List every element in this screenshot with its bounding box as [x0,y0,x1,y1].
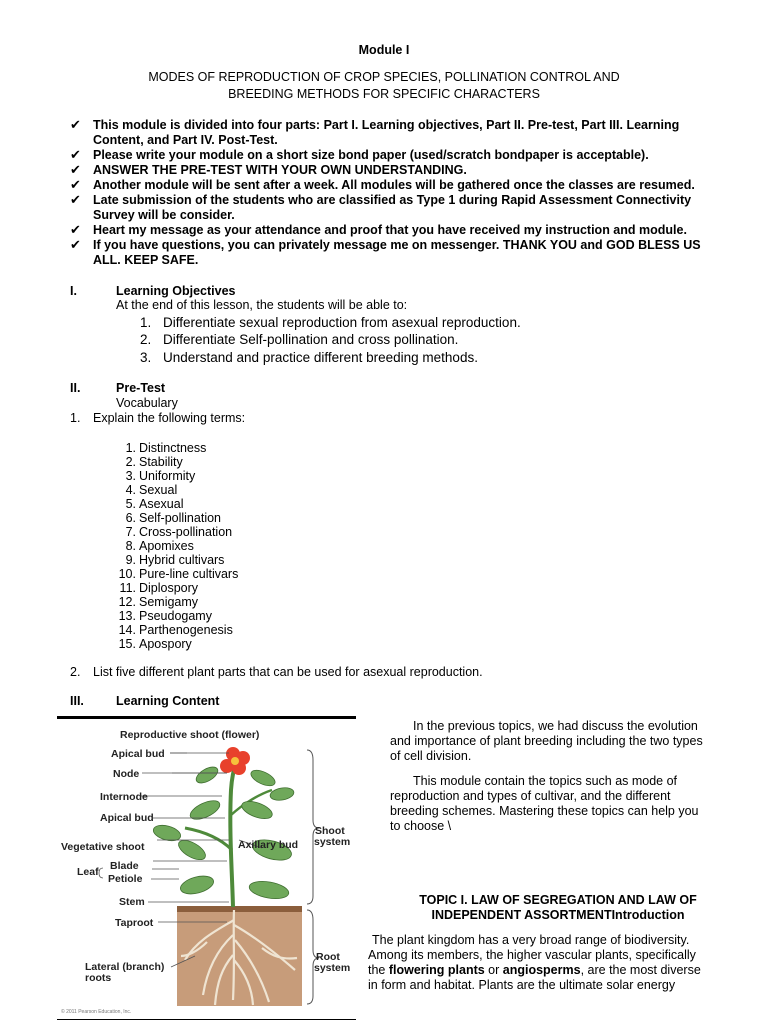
term-number: 15. [118,637,136,651]
instruction-line: Late submission of the students who are classified as Type 1 during Rapid Assessment Connectivity [93,193,692,207]
label-lateral-roots-2: roots [85,972,112,984]
objective-number: 1. [140,315,152,330]
instruction-item: Please write your module on a short size bond paper (used/scratch bondpaper is acceptable). [93,148,649,162]
text-run: or [484,963,503,977]
soil [177,906,302,1006]
instruction-line: Survey will be consider. [93,208,235,222]
term-number: 4. [125,483,136,497]
section-3-title: Learning Content [116,694,220,708]
section-2-title: Pre-Test [116,381,166,395]
objective-item: Differentiate Self-pollination and cross pollination. [163,332,459,347]
paragraph-line: to choose \ [390,819,452,833]
copyright-text: © 2011 Pearson Education, Inc. [61,1009,132,1015]
label-petiole: Petiole [108,873,143,885]
term-number: 12. [118,595,136,609]
term-item: Self-pollination [139,511,221,525]
section-1-title: Learning Objectives [116,284,236,298]
label-stem: Stem [119,896,145,908]
check-icon: ✔ [70,222,81,237]
term-item: Distinctness [139,441,207,455]
label-node: Node [113,768,140,780]
label-leaf: Leaf [77,866,99,878]
term-item: Apomixes [139,539,194,553]
main-title-line-1: MODES OF REPRODUCTION OF CROP SPECIES, POLLINATION CONTROL AND [148,70,620,84]
flower [220,747,250,775]
term-number: 2. [125,455,136,469]
term-number: 8. [125,539,136,553]
term-number: 1. [125,441,136,455]
instruction-item: Heart my message as your attendance and proof that you have received my instruction and module. [93,223,687,237]
term-number: 7. [125,525,136,539]
term-number: 3. [125,469,136,483]
paragraph-line: breeding schemes. Mastering these topics can help you [390,804,699,818]
term-number: 11. [119,581,136,595]
check-icon: ✔ [70,162,81,177]
term-item: Cross-pollination [139,525,233,539]
label-lateral-roots-1: Lateral (branch) [85,961,165,973]
label-vegetative-shoot: Vegetative shoot [61,841,145,853]
section-2-subtitle: Vocabulary [116,396,178,410]
instruction-item [93,118,733,148]
paragraph-line: This module contain the topics such as mode of [413,774,678,788]
term-number: 6. [125,511,136,525]
paragraph-line: and importance of plant breeding including the two types [390,734,703,748]
plant-anatomy-diagram [57,720,356,1020]
instruction-item [93,193,733,223]
label-blade: Blade [110,860,139,872]
main-title-line-2: BREEDING METHODS FOR SPECIFIC CHARACTERS [228,87,540,101]
check-icon: ✔ [70,117,81,132]
paragraph-line: reproduction and types of cultivar, and the different [390,789,671,803]
label-apical-bud-top: Apical bud [111,748,165,760]
question-1-number: 1. [70,411,81,425]
paragraph-line: In the previous topics, we had discuss the evolution [413,719,698,733]
term-number: 14. [118,623,136,637]
paragraph-line [368,963,738,978]
question-2-text: List five different plant parts that can be used for asexual reproduction. [93,665,483,679]
question-1-text: Explain the following terms: [93,411,246,425]
diagram-top-rule [57,716,356,719]
term-angiosperms: angiosperms [502,963,581,977]
term-item: Parthenogenesis [139,623,233,637]
term-number: 13. [118,609,136,623]
leaves [152,764,295,902]
topic-title-line-2: INDEPENDENT ASSORTMENTIntroduction [431,908,685,922]
objective-number: 3. [140,350,152,365]
objective-number: 2. [140,332,152,347]
term-number: 10. [118,567,136,581]
term-item: Uniformity [139,469,196,483]
instruction-line: Content, and Part IV. Post-Test. [93,133,278,147]
instruction-item [93,238,733,268]
check-icon: ✔ [70,192,81,207]
module-title: Module I [358,43,410,57]
intro-paragraph-3 [368,933,738,993]
label-axillary-bud: Axillary bud [238,839,299,851]
topic-title-line-1: TOPIC I. LAW OF SEGREGATION AND LAW OF [419,893,697,907]
section-3-number: III. [70,694,84,708]
label-root-system-2: system [314,962,351,974]
paragraph-line: Among its members, the higher vascular plants, specifically [368,948,696,962]
paragraph-line: in form and habitat. Plants are the ultimate solar energy [368,978,676,992]
term-item: Semigamy [139,595,199,609]
term-item: Sexual [139,483,178,497]
term-item: Asexual [139,497,184,511]
term-number: 5. [125,497,136,511]
soil-surface [177,906,302,912]
term-flowering-plants: flowering plants [388,963,485,977]
label-taproot: Taproot [115,917,154,929]
section-1-number: I. [70,284,77,298]
paragraph-line: of cell division. [390,749,472,763]
instruction-item: Another module will be sent after a week. All modules will be gathered once the classes are resumed. [93,178,695,192]
instruction-line: This module is divided into four parts: Part I. Learning objectives, Part II. Pre-test, Part III. Learning [93,118,680,132]
term-item: Apospory [139,637,192,651]
check-icon: ✔ [70,147,81,162]
text-run: the [368,963,389,977]
question-2-number: 2. [70,665,81,679]
label-reproductive-shoot: Reproductive shoot (flower) [120,729,260,741]
label-root-system-1: Root [316,951,340,963]
paragraph-line: The plant kingdom has a very broad range of biodiversity. [372,933,690,947]
label-internode: Internode [100,791,148,803]
label-shoot-system-1: Shoot [315,825,345,837]
term-item: Hybrid cultivars [139,553,225,567]
intro-paragraph-2 [390,774,725,834]
section-2-number: II. [70,381,81,395]
term-item: Diplospory [139,581,199,595]
instruction-line: If you have questions, you can privately message me on messenger. THANK YOU and GOD BLESS US [93,238,701,252]
term-item: Pseudogamy [139,609,212,623]
term-number: 9. [125,553,136,567]
term-item: Stability [139,455,183,469]
term-item: Pure-line cultivars [139,567,239,581]
instruction-line: ALL. KEEP SAFE. [93,253,199,267]
intro-paragraph-1 [390,719,725,764]
check-icon: ✔ [70,237,81,252]
check-icon: ✔ [70,177,81,192]
instruction-item: ANSWER THE PRE-TEST WITH YOUR OWN UNDERSTANDING. [93,163,467,177]
objective-item: Understand and practice different breeding methods. [163,350,478,365]
stem [230,760,237,907]
label-apical-bud: Apical bud [100,812,154,824]
label-shoot-system-2: system [314,836,351,848]
leaf-bracket [99,868,103,878]
text-run: , are the most diverse [580,963,701,977]
section-1-intro: At the end of this lesson, the students will be able to: [116,298,408,312]
objective-item: Differentiate sexual reproduction from asexual reproduction. [163,315,521,330]
